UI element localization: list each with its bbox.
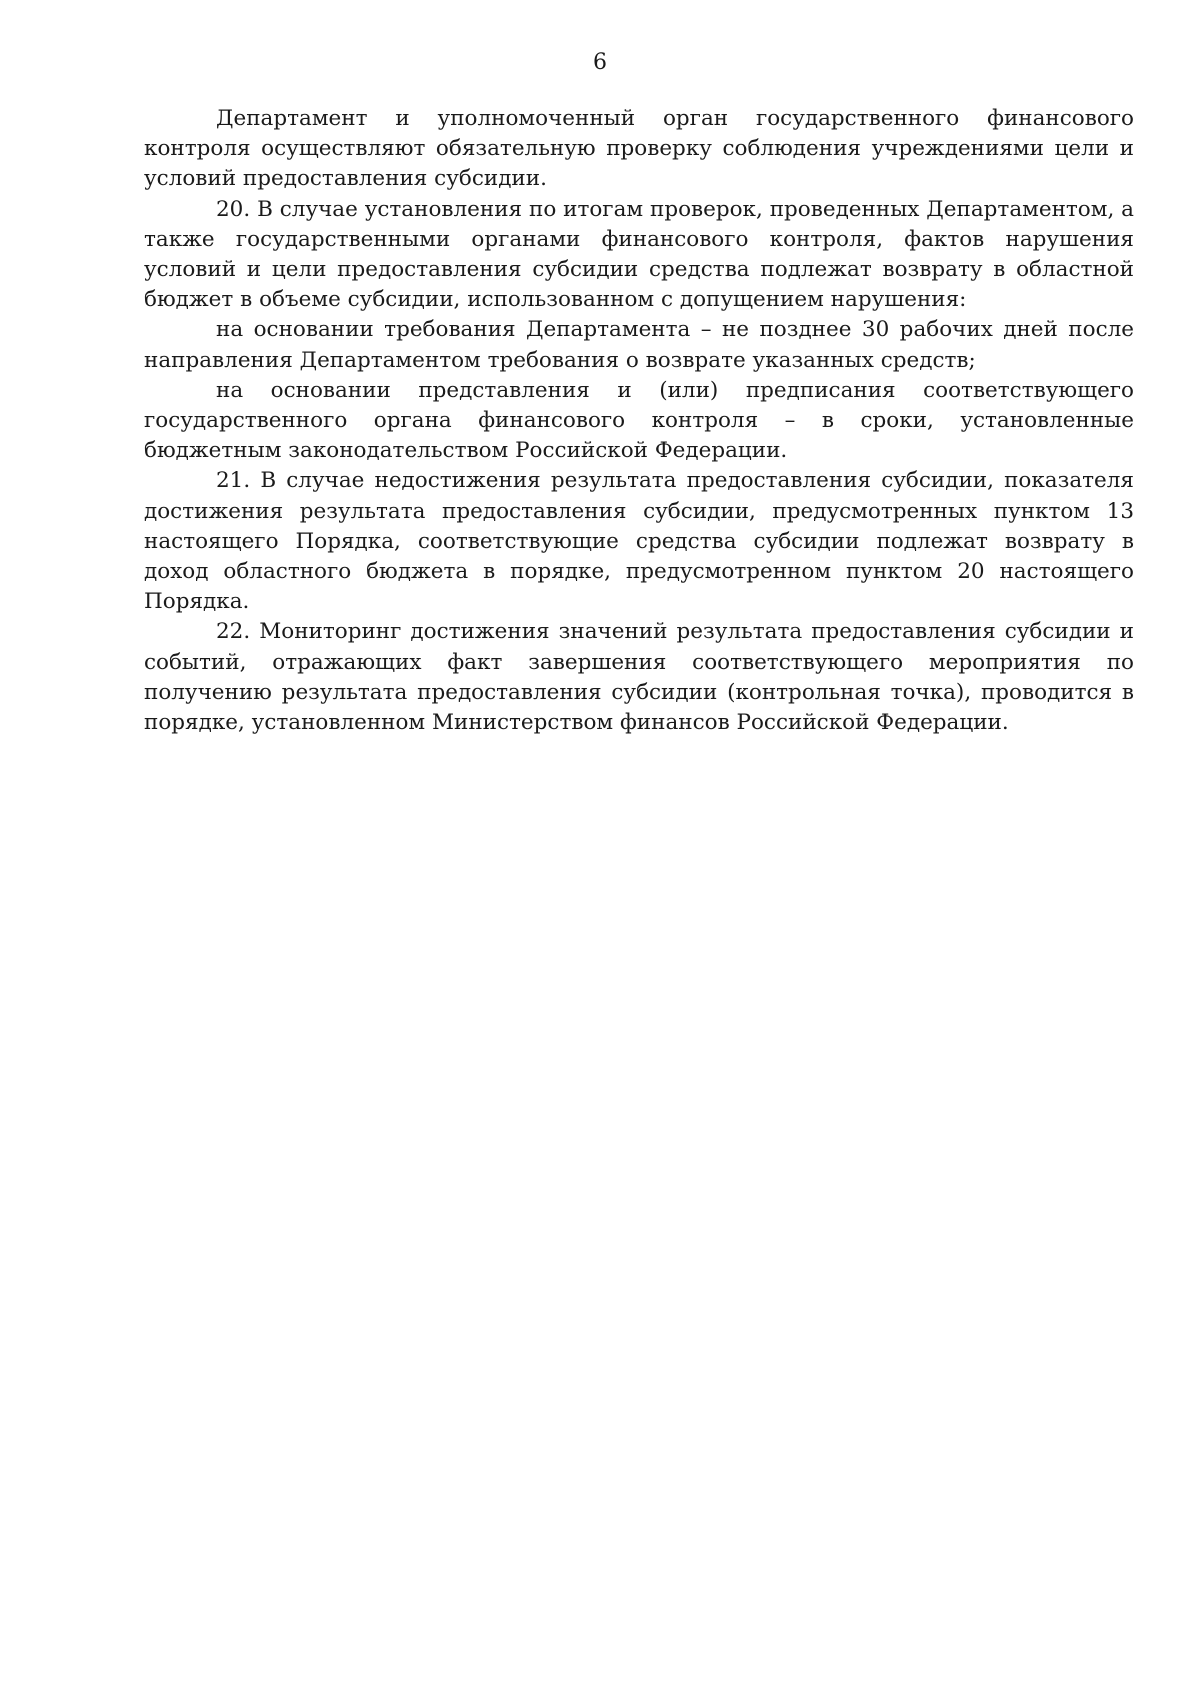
paragraph-20: 20. В случае установления по итогам проверок, проведенных Департаментом, а также государственными органами финансового контроля, фактов нарушения условий и цели предоставления субсидии средства подлежат возврату в областной бюджет в объеме субсидии, использованном с допущением нарушения: [144,196,1134,313]
page-number: 6 [593,50,607,75]
paragraph-22: 22. Мониторинг достижения значений результата предоставления субсидии и событий, отражающих факт завершения соответствующего мероприятия по получению результата предоставления субсидии (контрольная точка), проводится в порядке, установленном Министерством финансов Российской Федерации. [144,619,1134,736]
paragraph-20-prescription: на основании представления и (или) предписания соответствующего государственного органа финансового контроля – в сроки, установленные бюджетным законодательством Российской Федерации. [144,377,1134,464]
document-body [144,104,1134,738]
paragraph-20-requirement: на основании требования Департамента – не позднее 30 рабочих дней после направления Департаментом требования о возврате указанных средств; [144,317,1134,373]
paragraph-control-check: Департамент и уполномоченный орган государственного финансового контроля осуществляют обязательную проверку соблюдения учреждениями цели и условий предоставления субсидии. [144,106,1134,192]
paragraph-21: 21. В случае недостижения результата предоставления субсидии, показателя достижения результата предоставления субсидии, предусмотренных пунктом 13 настоящего Порядка, соответствующие средства субсидии подлежат возврату в доход областного бюджета в порядке, предусмотренном пунктом 20 настоящего Порядка. [144,468,1134,615]
